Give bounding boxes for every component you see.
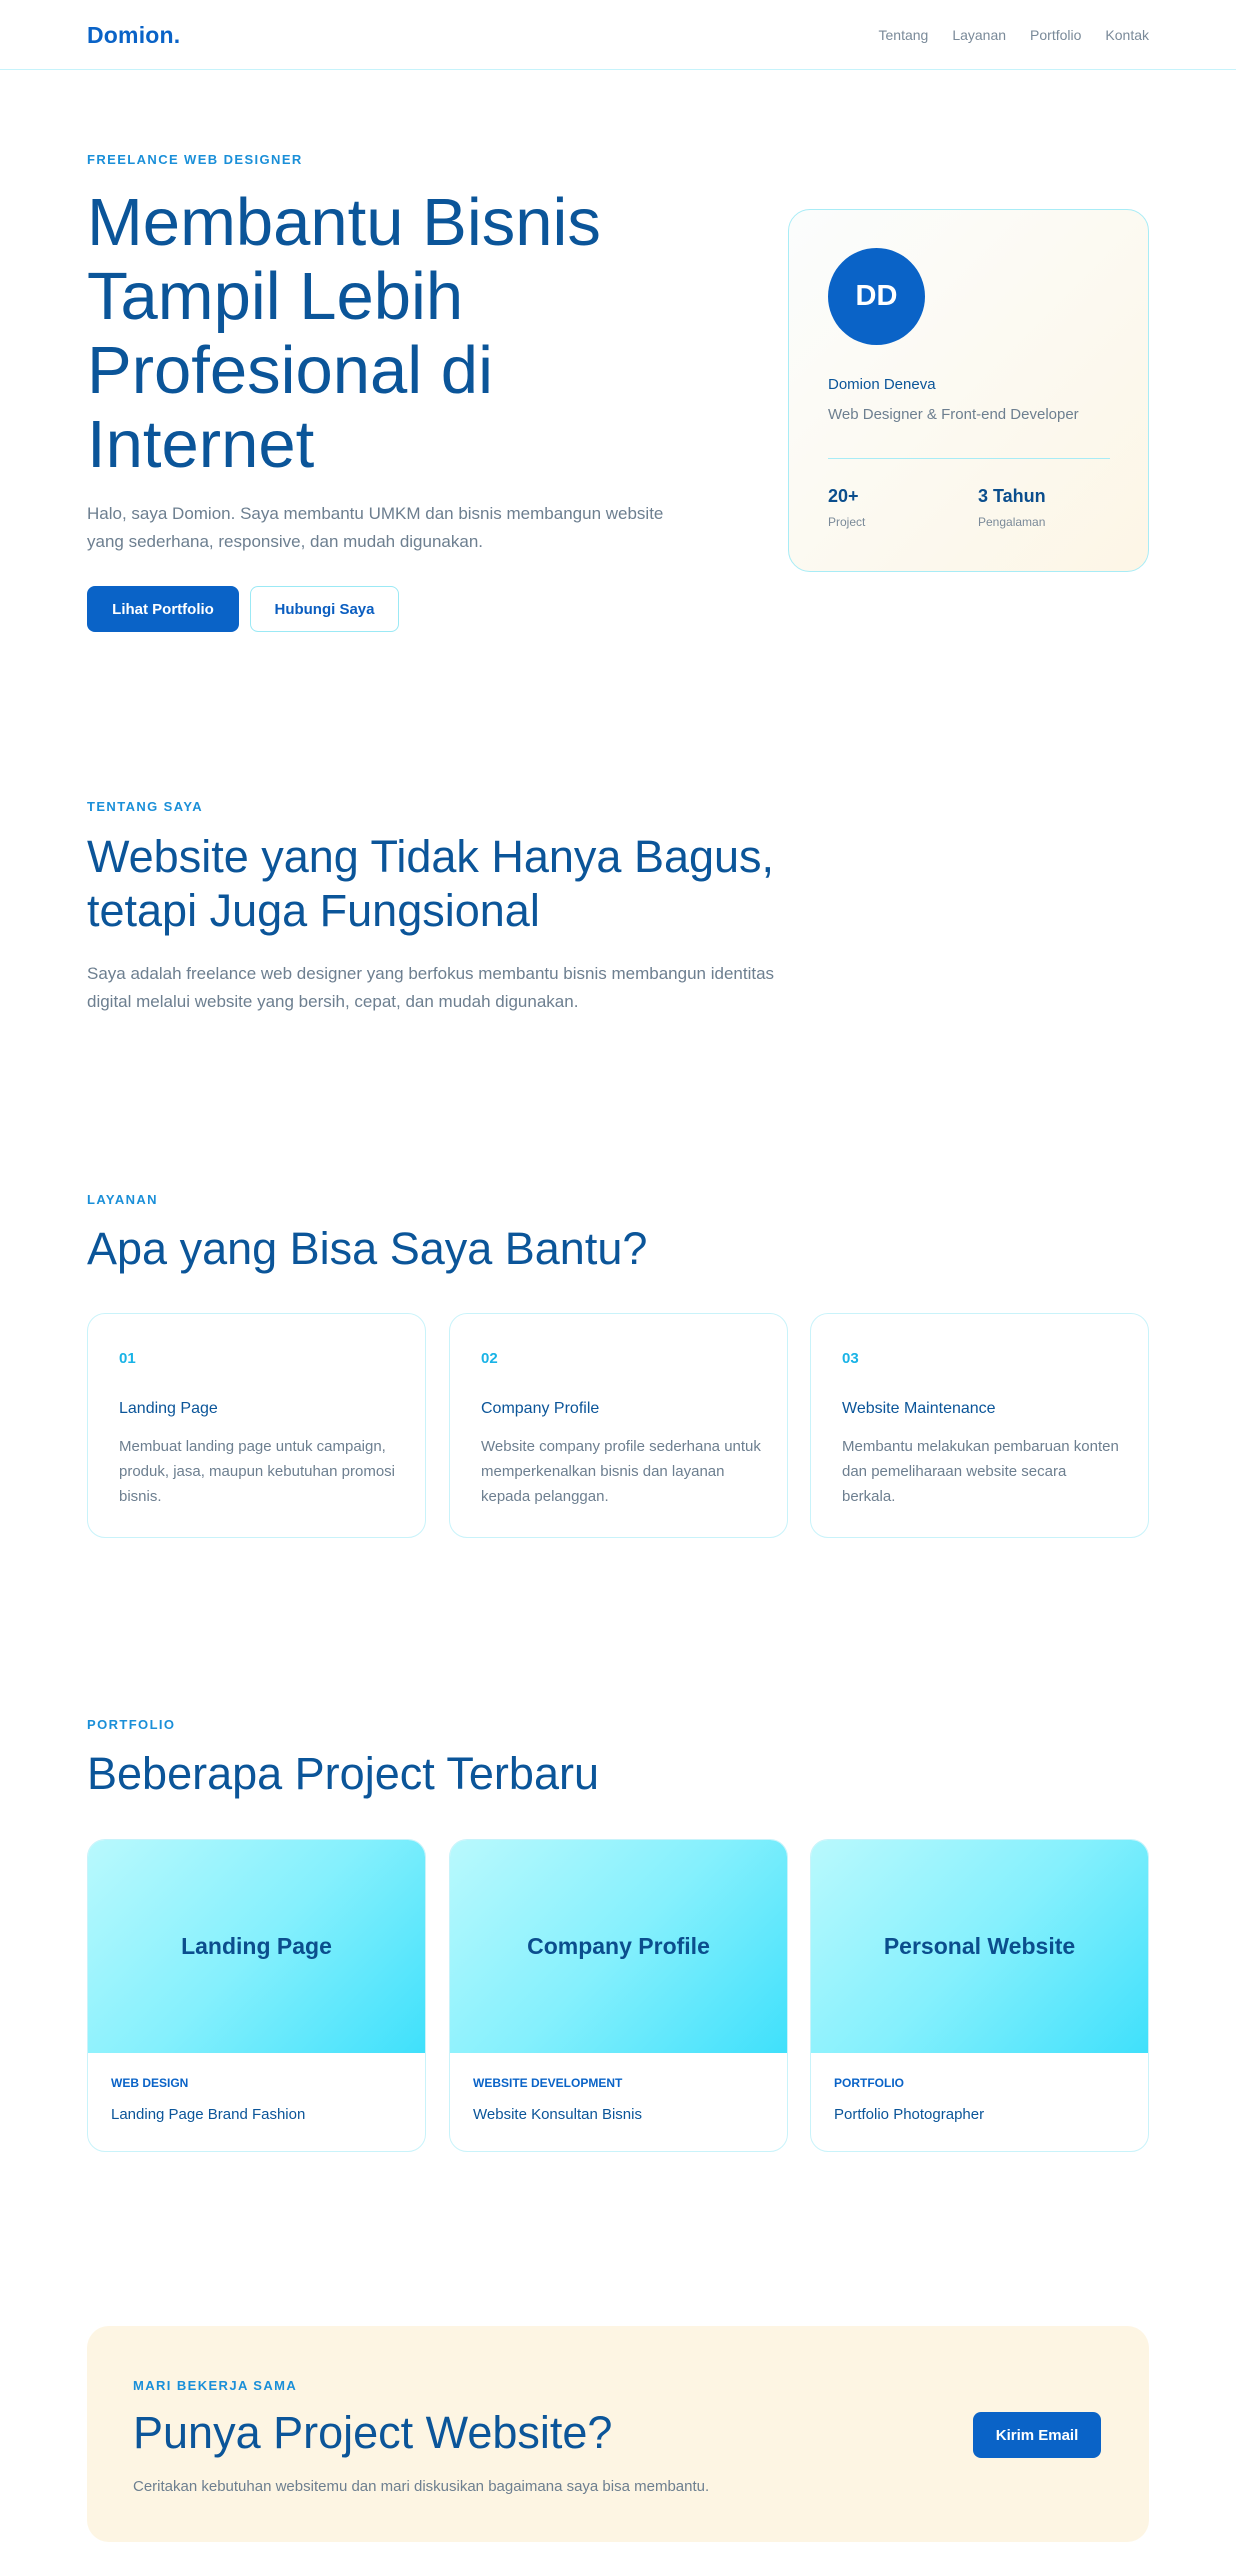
nav-link-portfolio[interactable]: Portfolio: [1030, 27, 1082, 43]
service-card-company-profile: [449, 1313, 788, 1538]
stat-label: Pengalaman: [978, 515, 1046, 529]
nav-links: [879, 27, 1150, 43]
portfolio-project-name: Landing Page Brand Fashion: [111, 2106, 306, 2123]
portfolio-thumbnail: [88, 1840, 425, 2053]
service-title: Landing Page: [119, 1400, 218, 1417]
portfolio-card-landing-page[interactable]: [87, 1839, 426, 2152]
portfolio-title: Beberapa Project Terbaru: [87, 1748, 599, 1799]
stat-value: 20+: [828, 486, 859, 506]
portfolio-thumbnail-label: Personal Website: [883, 1933, 1076, 1959]
service-card-landing-page: [87, 1313, 426, 1538]
services-eyebrow: LAYANAN: [87, 1192, 158, 1207]
portfolio-project-name: Website Konsultan Bisnis: [473, 2106, 642, 2123]
avatar: DD: [828, 248, 925, 345]
contact-me-button[interactable]: Hubungi Saya: [250, 586, 399, 632]
portfolio-card-company-profile[interactable]: [449, 1839, 788, 2152]
nav-link-layanan[interactable]: Layanan: [952, 27, 1007, 43]
about-description: Saya adalah freelance web designer yang berfokus membantu bisnis membangun identitas digital melalui website yang bersih, cepat, dan mudah digunakan.: [87, 964, 775, 1011]
service-number: 03: [842, 1350, 859, 1367]
portfolio-thumbnail: [450, 1840, 787, 2053]
service-description: Membuat landing page untuk campaign, produk, jasa, maupun kebutuhan promosi bisnis.: [119, 1438, 396, 1505]
cta-title: Punya Project Website?: [133, 2407, 613, 2458]
profile-role: Web Designer & Front-end Developer: [828, 406, 1079, 423]
portfolio-card-personal-website[interactable]: [810, 1839, 1149, 2152]
hero-eyebrow: FREELANCE WEB DESIGNER: [87, 152, 303, 167]
hero-description: Halo, saya Domion. Saya membantu UMKM dan bisnis membangun website yang sederhana, responsive, dan mudah digunakan.: [87, 504, 664, 551]
service-title: Company Profile: [481, 1400, 600, 1417]
stat-label: Project: [828, 515, 866, 529]
cta-description: Ceritakan kebutuhan websitemu dan mari diskusikan bagaimana saya bisa membantu.: [133, 2478, 710, 2495]
about-title: Website yang Tidak Hanya Bagus, tetapi Juga Fungsional: [87, 831, 775, 936]
portfolio-category: PORTFOLIO: [834, 2076, 904, 2090]
portfolio-thumbnail: [811, 1840, 1148, 2053]
service-number: 01: [119, 1350, 136, 1367]
portfolio-thumbnail-label: Company Profile: [527, 1933, 710, 1959]
service-description: Website company profile sederhana untuk memperkenalkan bisnis dan layanan kepada pelanggan.: [481, 1438, 761, 1505]
service-number: 02: [481, 1350, 498, 1367]
services-title: Apa yang Bisa Saya Bantu?: [87, 1223, 648, 1274]
service-description: Membantu melakukan pembaruan konten dan pemeliharaan website secara berkala.: [842, 1438, 1119, 1505]
portfolio-category: WEB DESIGN: [111, 2076, 189, 2090]
send-email-button[interactable]: Kirim Email: [973, 2412, 1101, 2458]
stat-value: 3 Tahun: [978, 486, 1046, 506]
hero-title: Membantu Bisnis Tampil Lebih Profesional di Internet: [87, 185, 601, 482]
site-logo[interactable]: Domion.: [87, 22, 181, 48]
cta-eyebrow: MARI BEKERJA SAMA: [133, 2378, 298, 2393]
stat-projects: [828, 486, 865, 529]
cta-section: [87, 2326, 1149, 2542]
view-portfolio-button[interactable]: Lihat Portfolio: [87, 586, 239, 632]
nav-link-kontak[interactable]: Kontak: [1105, 27, 1149, 43]
service-title: Website Maintenance: [842, 1400, 996, 1417]
portfolio-eyebrow: PORTFOLIO: [87, 1717, 176, 1732]
portfolio-project-name: Portfolio Photographer: [834, 2106, 985, 2123]
portfolio-thumbnail-label: Landing Page: [181, 1933, 332, 1959]
nav-link-tentang[interactable]: Tentang: [878, 27, 929, 43]
stat-experience: [978, 486, 1046, 529]
profile-name: Domion Deneva: [828, 376, 936, 393]
service-card-maintenance: [810, 1313, 1149, 1538]
profile-divider: [828, 458, 1110, 459]
top-navbar: [0, 0, 1236, 70]
portfolio-category: WEBSITE DEVELOPMENT: [473, 2076, 623, 2090]
profile-card: [788, 209, 1149, 572]
about-eyebrow: TENTANG SAYA: [87, 799, 204, 814]
